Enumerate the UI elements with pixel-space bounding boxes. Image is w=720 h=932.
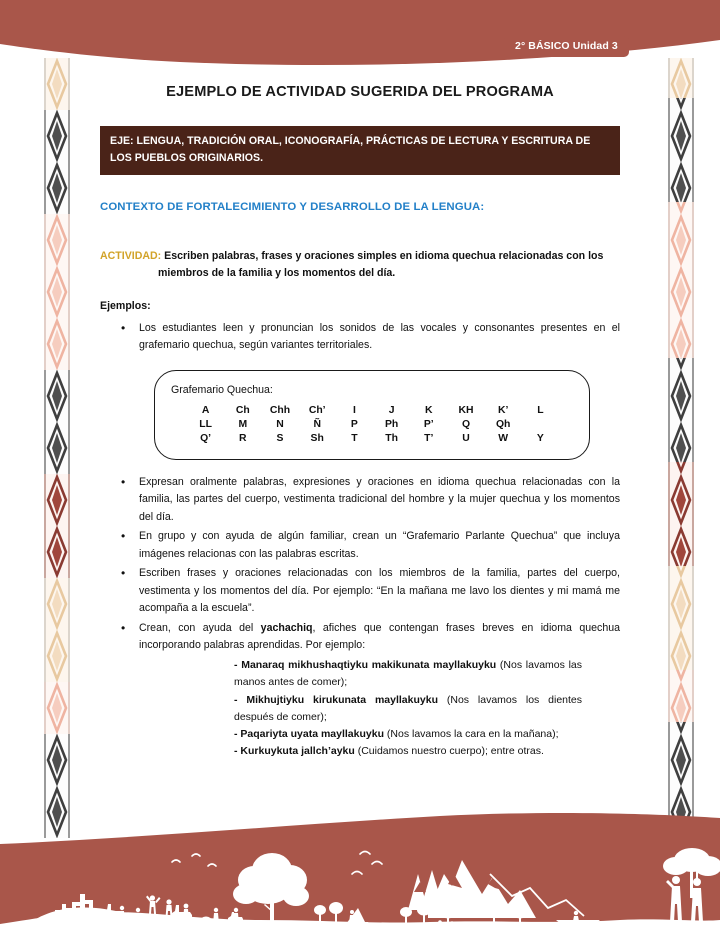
activity-label: ACTIVIDAD: [100,250,162,263]
list-item: • Expresan oralmente palabras, expresiones y oraciones en idioma quechua relacionadas con la familia, las partes del cuerpo, vestimenta tradicional del hombre y la mujer quechua y los momentos del día. [100,474,620,526]
page-title: EJEMPLO DE ACTIVIDAD SUGERIDA DEL PROGRAMA [166,84,554,100]
grafema-cell: P [350,419,358,431]
grafema-cell: S [276,433,284,445]
grafemario-box [154,370,590,460]
unit-badge: 2° BÁSICO Unidad 3 [504,36,629,57]
examples-list-bottom [100,474,620,654]
quechua-phrase [234,692,582,726]
spanish-gloss: (Nos lavamos las manos antes de comer); [234,659,582,689]
grafema-cell: Ph [384,419,399,431]
activity-description-line2: miembros de la familia y los momentos del día. [158,267,396,280]
grafema-cell: T’ [424,433,434,445]
grafema-cell: K [425,405,433,417]
grafema-cell: Y [536,433,544,445]
eje-banner: EJE: LENGUA, TRADICIÓN ORAL, ICONOGRAFÍA, PRÁCTICAS DE LECTURA Y ESCRITURA DE LOS PUEBLOS ORIGINARIOS. [100,126,620,175]
bullet5-pretext: Crean, con ayuda del [139,621,261,634]
bottom-landscape-illustration [0,812,720,932]
activity-description-line1: Escriben palabras, frases y oraciones simples en idioma quechua relacionadas con los [161,250,604,263]
list-item [100,620,620,655]
grafema-cell: T [351,433,358,445]
grafema-cell: A [201,405,210,417]
grafema-cell: KH [458,405,474,417]
grafema-cell: Qh [495,419,511,431]
grafema-cell: I [352,405,356,417]
grafema-cell: W [498,433,509,445]
grafema-cell: Q’ [200,433,212,445]
grafema-cell: P’ [423,419,434,431]
grafema-cell [522,419,559,430]
examples-list-top [100,320,620,355]
grafema-cell: R [239,433,247,445]
grafema-cell: L [537,405,544,417]
list-item: • En grupo y con ayuda de algún familiar, crean un “Grafemario Parlante Quechua” que incluya imágenes relacionas con las palabras escritas. [100,528,620,563]
list-item: • Escriben frases y oraciones relacionadas con los miembros de la familia, partes del cuerpo, vestimenta y los momentos del día. Por ejemplo: “En la mañana me lavo los dientes y mi mamá me acompaña a la escuela”. [100,565,620,617]
spanish-gloss: (Nos lavamos los dientes después de comer); [234,693,583,723]
quechua-text: - Mikhujtiyku kirukunata mayllakuyku [234,693,438,706]
grafema-cell: J [388,405,395,417]
grafema-cell: Ch [235,405,250,417]
examples-heading: Ejemplos: [100,299,151,312]
quechua-phrase [234,726,582,743]
unit-badge-container [504,36,629,57]
quechua-phrases-list [234,657,582,760]
quechua-text: - Manaraq mikhushaqtiyku makikunata mayllakuyku [234,659,497,672]
grafemario-title: Grafemario Quechua: [171,384,273,397]
spanish-gloss: (Cuidamos nuestro cuerpo); entre otras. [354,744,544,757]
spanish-gloss: (Nos lavamos la cara en la mañana); [384,727,559,740]
grafema-cell: M [238,419,248,431]
grafema-cell: Sh [310,433,324,445]
quechua-text: - Kurkuykuta jallch’ayku [234,744,355,757]
quechua-text: - Paqariyta uyata mayllakuyku [234,727,384,740]
quechua-phrase [234,657,582,691]
list-item: • Los estudiantes leen y pronuncian los sonidos de las vocales y consonantes presentes en el grafemario quechua, según variantes territoriales. [100,320,620,355]
bullet5-posttext: , afiches que contengan frases breves en idioma quechua incorporando palabras aprendidas. Por ejemplo: [139,621,621,652]
grafema-cell: Th [385,433,398,445]
grafema-cell: Chh [269,405,291,417]
grafema-cell: Ch’ [308,405,326,417]
grafema-cell: Ñ [313,419,321,431]
grafemario-grid [187,405,559,444]
grafema-cell: K’ [497,405,509,417]
grafema-cell: N [276,419,284,431]
quechua-phrase [234,743,582,760]
grafema-cell: Q [461,419,471,431]
context-heading: CONTEXTO DE FORTALECIMIENTO Y DESARROLLO DE LA LENGUA: [100,201,485,214]
activity-block [100,248,620,282]
grafema-cell: U [462,433,470,445]
grafema-cell: LL [199,419,212,431]
bullet5-keyword: yachachiq [260,621,313,634]
